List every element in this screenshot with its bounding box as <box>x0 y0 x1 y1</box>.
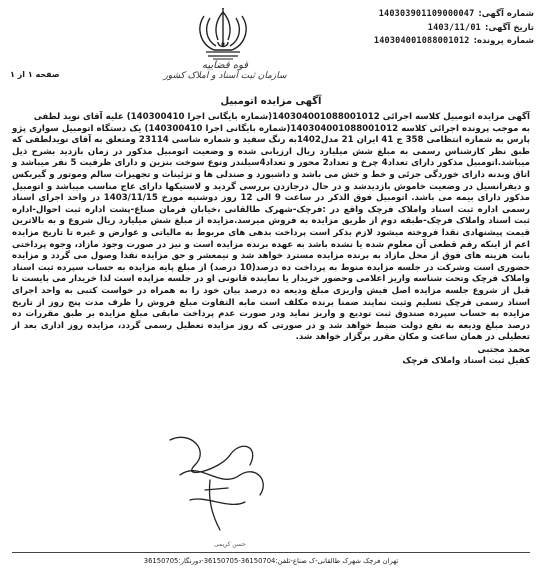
field-label: شماره آگهی: <box>478 9 534 19</box>
organization-name <box>150 60 300 81</box>
org-line-1: قوه قضاییه <box>201 60 249 71</box>
field-value: 140304001088001012 <box>373 36 470 46</box>
field-case-number <box>284 35 534 49</box>
paragraph-main: به موجب پرونده اجرائی کلاسه 140304001088001012(شماره بایگانی اجرا 140300410) یک دستگاه اتومبیل سواری پژو پارس به شماره انتظامی 358 ج 41 ایران 21 مدل1402به رنگ سفید و شماره شاسی 23114 ومتعلق به آقای نویدلطفی که طبق نظر کارشناس رسمی به مبلغ شش میلیارد ریال ارزیابی شده و وضعیت اتومبیل مذکور در زمان بازدید بشرح ذیل میباشد.اتومبیل مذکور دارای تعداد4 چرخ و تعداد2 محور و تعداد4سیلندر ونوع سوخت بنزین و دارای ظرفیت 5 نفر میباشد و اتاق وبدنه دارای خوردگی جزئی و خط و خش می باشد و داشبورد و صندلی ها و تزئینات و تجهیزات سالم وموتور و گیربکس و دیفرانسیل در وضعیت خاموش بازدیدشد و در حال درجازدن بررسی گردید و لاستیکها دارای عاج مناسب میباشد و اتومبیل مذکور دارای بیمه می باشد. اتومبیل فوق الذکر در ساعت 9 الی 12 روز دوشنبه مورخ 1403/11/15 در واحد اجرای اسناد رسمی اداره ثبت اسناد واملاک فرچک واقع در :فرچک-شهرک طالقانی ،خیابان فرمان صناع-پشت اداره ثبت احوال-اداره ثبت اسناد واملاک فرچک-طبقه دوم از طریق مزایده به فروش میرسد.مزایده از مبلغ شش میلیارد ریال شروع و به بالاترین قیمت پیشنهادی نقدا فروخته میشود لازم بذکر است پرداخت بدهی های مربوط به مالیاتی و عوارض و غیره تا تاریخ مزایده اعم از اینکه رقم قطعی آن معلوم شده یا نشده باشد به عهده برنده مزایده است و نیز در صورت وجود مازاد، وجوه پرداختی بابت هزینه های فوق از محل مازاد به برنده مزایده مسترد خواهد شد و نیمعشر و حق مزایده نقدا وصول می گردد و مزایده حضوری است وشرکت در جلسه مزایده منوط به پرداخت ده درصد(10 درصد) از مبلغ پایه مزایده به حساب سپرده ثبت اسناد واملاک فرچک وتحت شناسه واریز اعلامی وحضور خریدار یا نماینده قانونی او در جلسه مزایده است لذا خریدار می بایست تا قبل از شروع جلسه مزایده اصل فیش واریزی مبلغ ودیعه ده درصد بیان خود را به همراه در خواست کتبی به واحد اجرای اسناد رسمی فرچک تسلیم وثبت نمایند ضمنا برنده مکلف است مابه التفاوت مبلغ فروش را ظرف مدت پنج روز از تاریخ مزایده به حساب سپرده صندوق ثبت تودیع و واریز نماید ودر صورت عدم پرداخت مابقی مبلغ مزایده بر طبق مقررات ده درصد مبلغ ودیعه به نفع دولت ضبط خواهد شد و در صورتی که روز مزایده تعطیل رسمی گردد، مزایده روز اداری بعد از تعطیلی در همان ساعت و مکان مقرر برگزار خواهد شد. <box>12 123 531 343</box>
document-title: آگهی مزایده اتومبیل <box>220 96 322 107</box>
signatory-name: محمد مجتبی <box>477 344 530 355</box>
footer-address: تهران فرچک شهرک طالقانی-ک صناع-تلفن:36150704-36150705-دورنگار:36150705 <box>143 557 399 565</box>
footer-divider <box>12 552 530 553</box>
field-notice-date <box>284 22 534 36</box>
field-label: تاریخ آگهی: <box>484 22 534 33</box>
page-number: صفحه ۱ از ۱ <box>10 70 60 79</box>
org-line-2: سازمان ثبت اسناد و املاک کشور <box>163 71 287 81</box>
field-notice-number <box>284 8 534 22</box>
signature-caption: حسن کریمی <box>214 541 246 548</box>
signatory-title: کفیل ثبت اسناد واملاک فرچک <box>402 356 530 367</box>
iran-emblem-icon <box>188 6 258 64</box>
closing-block <box>12 345 530 368</box>
document-body <box>12 112 530 368</box>
field-value: 140303901109000047 <box>378 9 475 19</box>
paragraph-intro: آگهی مزایده اتومبیل کلاسه اجرائی 140304001088001012(شماره بایگانی اجرا 140300410) علیه آقای نوید لطفی <box>33 112 530 122</box>
handwritten-signature <box>150 420 300 540</box>
field-label: شماره پرونده: <box>473 36 534 46</box>
field-value: 1403/11/01 <box>427 22 481 33</box>
notice-header-fields <box>284 8 534 49</box>
